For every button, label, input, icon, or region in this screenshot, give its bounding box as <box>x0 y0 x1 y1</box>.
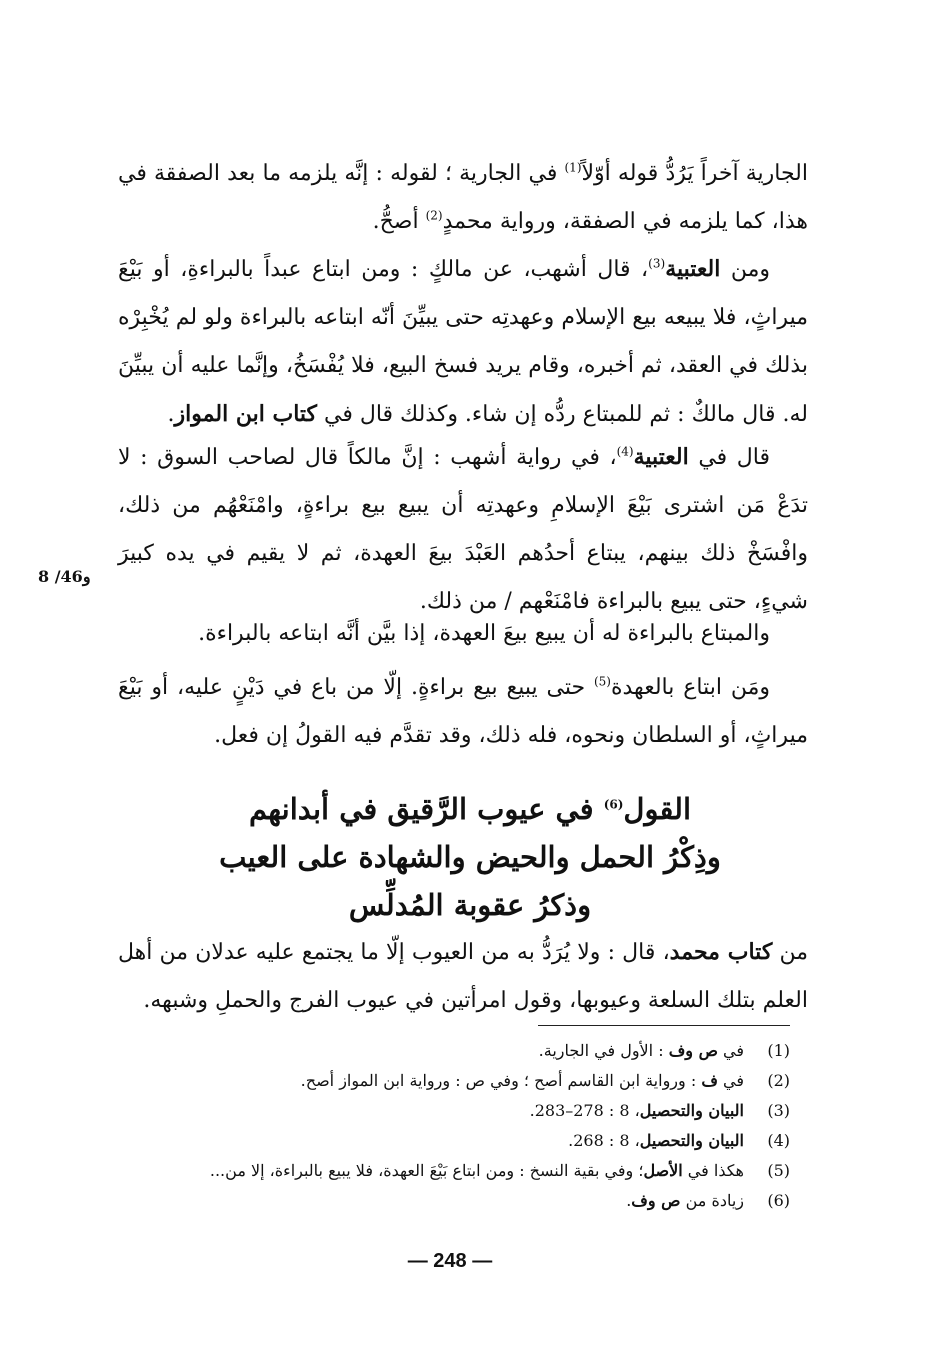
footnote-ref-2: (2) <box>425 208 443 223</box>
source-title: العتبية <box>665 256 721 282</box>
footnote-item: (2) في ف : ورواية ابن القاسم أصح ؛ وفي ص : ورواية ابن المواز أصح. <box>300 1071 790 1090</box>
source-title: العتبية <box>633 444 689 470</box>
paragraph-5: ومَن ابتاع بالعهدة$^{(5)}$ حتى يبيع بيع براءةٍ. إلّا من باع في دَيْنٍ عليه، أو بَيْعَ ميراثٍ، أو السلطان ونحوه، فله ذلك، وقد تقدَّم فيه القولُ إن فعل. <box>118 674 808 748</box>
paragraph-1: الجارية آخراً يَرُدُّ قوله أوّلاً$^{(1)}$ في الجارية ؛ لقوله : إنَّه يلزمه ما بعد الصفقة في هذا، كما يلزمه في الصفقة، ورواية محمدٍ$^{(2)}$ أصحُّ. <box>118 160 809 234</box>
main-text-4 <box>118 610 808 658</box>
footnote-ref-4: (4) <box>616 444 634 459</box>
main-text-5 <box>118 664 808 760</box>
footnote-ref-3: (3) <box>648 256 666 271</box>
main-text <box>118 150 808 246</box>
section-heading <box>150 785 790 929</box>
paragraph-3: قال في العتبية$^{(4)}$، في رواية أشهب : إنَّ مالكاً قال لصاحب السوق : لا تدَعْ مَن اشترى بَيْعَ الإسلامِ وعهدتِه أن يبيع بيع براءةٍ، وامْنَعْهُم من ذلك، وافْسَخْ ذلك بينهم، يبتاع أحدُهم العَبْدَ بيعَ العهدة، ثم لا يقيم في يده كبيرَ شيءٍ، حتى يبيع بالبراءة فامْنَعْهم / من ذلك. <box>118 444 808 614</box>
source-title: كتاب ابن المواز <box>174 401 318 427</box>
heading-line-3: وذكرُ عقوبة المُدلِّس <box>348 888 592 922</box>
paragraph-6: من كتاب محمد، قال : ولا يُرَدُّ به من العيوب إلّا ما يجتمع عليه عدلان من أهل العلم بتلك السلعة وعيوبها، وقول امرأتين في عيوب الفرج والحملِ وشبهه. <box>118 939 809 1013</box>
source-title: كتاب محمد <box>669 939 773 965</box>
main-text-2 <box>118 245 808 439</box>
footnote-item: (5) هكذا في الأصل؛ وفي بقية النسخ : ومن ابتاع بَيْعَ العهدة، فلا يبيع بالبراءة، إلا من... <box>209 1161 790 1180</box>
paragraph-2: ومن العتبية$^{(3)}$، قال أشهب، عن مالكٍ : ومن ابتاع عبداً بالبراءةِ، أو بَيْعَ ميراثٍ، فلا يبيعه بيع الإسلام وعهدتِه حتى يبيِّنَ أنّه ابتاعه بالبراءة ولو لم يُخْبِرْه بذلك في العقد، ثم أخبره، وقام يريد فسخ البيع، فلا يُفْسَخُ، وإنَّما عليه أن يبيِّنَ له. قال مالكٌ : ثم للمبتاع ردُّه إن شاء. وكذلك قال في كتاب ابن المواز. <box>118 256 808 427</box>
heading-line-2: وذِكْرُ الحمل والحيض والشهادة على العيب <box>219 840 721 874</box>
heading-line-1: القول$^{(6)}$ في عيوب الرَّقيق في أبدانهم <box>248 792 692 826</box>
footnote-separator <box>538 1025 790 1026</box>
footnote-ref-6: (6) <box>603 797 624 812</box>
footnotes <box>150 1036 790 1216</box>
paragraph-4: والمبتاع بالبراءة له أن يبيع بيعَ العهدة، إذا بيَّن أنَّه ابتاعه بالبراءة. <box>198 621 770 646</box>
footnote-item: (3) البيان والتحصيل، 8 : 278–283. <box>529 1101 790 1120</box>
main-text-6 <box>118 928 808 1025</box>
main-text-3 <box>118 433 808 626</box>
footnote-item: (4) البيان والتحصيل، 8 : 268. <box>568 1131 790 1150</box>
manuscript-folio-note: 8 /46و <box>38 567 91 586</box>
footnote-item: (1) في ص وف : الأول في الجارية. <box>538 1041 790 1060</box>
footnote-ref-1: (1) <box>564 160 582 175</box>
footnote-item: (6) زيادة من ص وف. <box>626 1191 790 1210</box>
page-number: — 248 — <box>407 1250 493 1272</box>
footnote-ref-5: (5) <box>593 674 611 689</box>
